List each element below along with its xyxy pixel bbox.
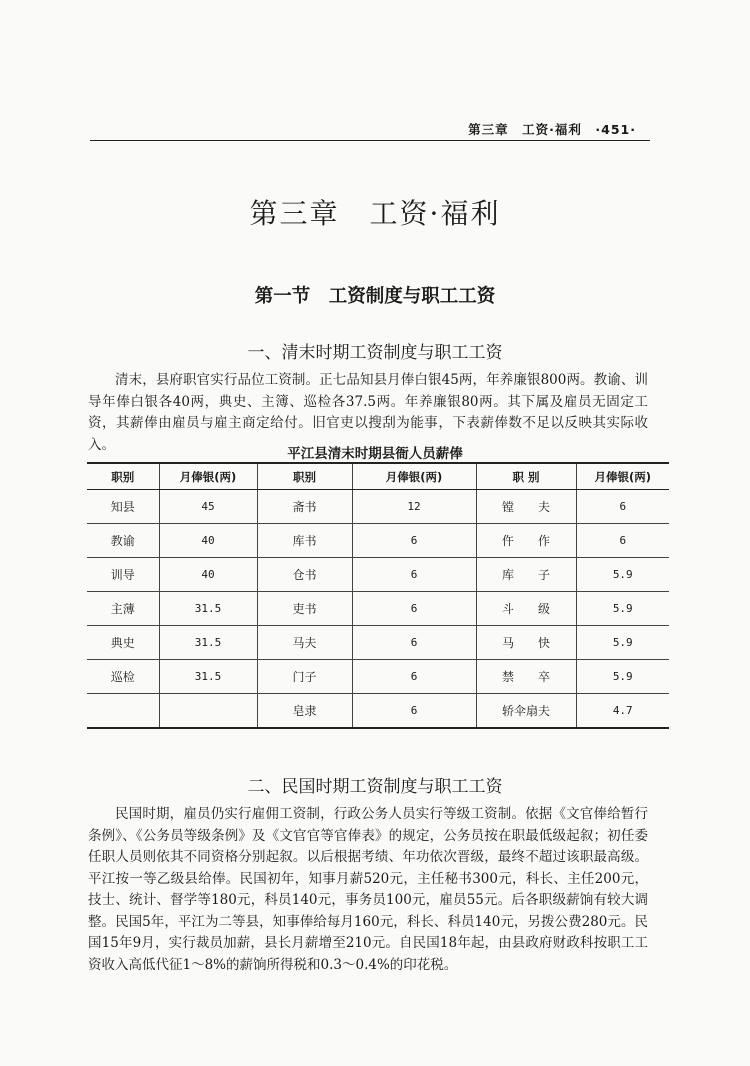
table-cell: 仵 作 — [476, 524, 576, 558]
table-row — [87, 592, 669, 626]
table-row — [87, 524, 669, 558]
table-cell: 6 — [352, 558, 476, 592]
part1-paragraph: 清末，县府职官实行品位工资制。正七品知县月俸白银45两，年养廉银800两。教谕、训导年俸白银各40两，典史、主簿、巡检各37.5两。年养廉银80两。其下属及雇员无固定工资，其薪俸由雇员与雇主商定给付。旧官吏以搜刮为能事，下表薪俸数不足以反映其实际收入。 — [88, 372, 648, 453]
table-cell — [87, 694, 159, 729]
table-cell: 库书 — [257, 524, 352, 558]
table-cell: 轿伞扇夫 — [476, 694, 576, 729]
table-row — [87, 694, 669, 729]
table-cell: 吏书 — [257, 592, 352, 626]
column-header: 职 别 — [476, 463, 576, 490]
table-cell: 库 子 — [476, 558, 576, 592]
table-cell: 知县 — [87, 490, 159, 524]
table-cell: 40 — [159, 558, 257, 592]
part2-title: 二、民国时期工资制度与职工工资 — [247, 777, 503, 797]
column-header: 月俸银(两) — [159, 463, 257, 490]
table-cell: 4.7 — [576, 694, 669, 729]
table-cell: 6 — [352, 524, 476, 558]
table-cell: 5.9 — [576, 660, 669, 694]
running-header — [90, 118, 650, 141]
table-cell: 5.9 — [576, 592, 669, 626]
column-header: 职别 — [87, 463, 159, 490]
table-cell: 6 — [352, 592, 476, 626]
table-cell: 训导 — [87, 558, 159, 592]
table-cell: 仓书 — [257, 558, 352, 592]
table-cell: 5.9 — [576, 626, 669, 660]
table-cell: 典史 — [87, 626, 159, 660]
table-cell: 巡检 — [87, 660, 159, 694]
chapter-title: 第三章 工资·福利 — [249, 197, 501, 230]
part2-paragraph: 民国时期，雇员仍实行雇佣工资制，行政公务人员实行等级工资制。依据《文官俸给暂行条例》、《公务员等级条例》及《文官官等官俸表》的规定，公务员按在职最低级起叙；初任委任职人员则依其不同资格分别起叙。以后根据考绩、年功依次晋级，最终不超过该职最高级。平江按一等乙级县给俸。民国初年，知事月薪520元，主任秘书300元，科长、主任200元，技士、统计、督学等180元，科员140元，事务员100元，雇员55元。后各职级薪饷有较大调整。民国5年，平江为二等县，知事俸给每月160元，科长、科员140元，另拨公费280元。民国15年9月，实行裁员加薪，县长月薪增至210元。自民国18年起，由县政府财政科按职工工资收入高低代征1～8%的薪饷所得税和0.3～0.4%的印花税。 — [88, 806, 648, 973]
running-header-text: 第三章 工资·福利 ·451· — [468, 122, 636, 137]
table-cell — [159, 694, 257, 729]
table-cell: 斋书 — [257, 490, 352, 524]
table-cell: 镗 夫 — [476, 490, 576, 524]
section-title: 第一节 工资制度与职工工资 — [254, 286, 496, 307]
table-cell: 40 — [159, 524, 257, 558]
table-cell: 6 — [576, 490, 669, 524]
table-cell: 马夫 — [257, 626, 352, 660]
part1-title: 一、清末时期工资制度与职工工资 — [247, 343, 503, 363]
column-header: 月俸银(两) — [576, 463, 669, 490]
salary-table — [87, 462, 669, 729]
table-row — [87, 490, 669, 524]
table-row — [87, 558, 669, 592]
table-cell: 5.9 — [576, 558, 669, 592]
table-cell: 禁 卒 — [476, 660, 576, 694]
table-cell: 6 — [352, 660, 476, 694]
table-cell: 31.5 — [159, 660, 257, 694]
table-cell: 皂隶 — [257, 694, 352, 729]
table-cell: 12 — [352, 490, 476, 524]
table-cell: 6 — [352, 626, 476, 660]
column-header: 月俸银(两) — [352, 463, 476, 490]
table-row — [87, 626, 669, 660]
column-header: 职别 — [257, 463, 352, 490]
table-cell: 斗 级 — [476, 592, 576, 626]
table-cell: 6 — [352, 694, 476, 729]
table-title: 平江县清末时期县衙人员薪俸 — [287, 446, 463, 462]
table-cell: 门子 — [257, 660, 352, 694]
table-cell: 31.5 — [159, 626, 257, 660]
table-cell: 马 快 — [476, 626, 576, 660]
table-row — [87, 660, 669, 694]
table-header-row — [87, 463, 669, 490]
table-cell: 45 — [159, 490, 257, 524]
table-cell: 教谕 — [87, 524, 159, 558]
table-cell: 主薄 — [87, 592, 159, 626]
table-cell: 31.5 — [159, 592, 257, 626]
table-cell: 6 — [576, 524, 669, 558]
